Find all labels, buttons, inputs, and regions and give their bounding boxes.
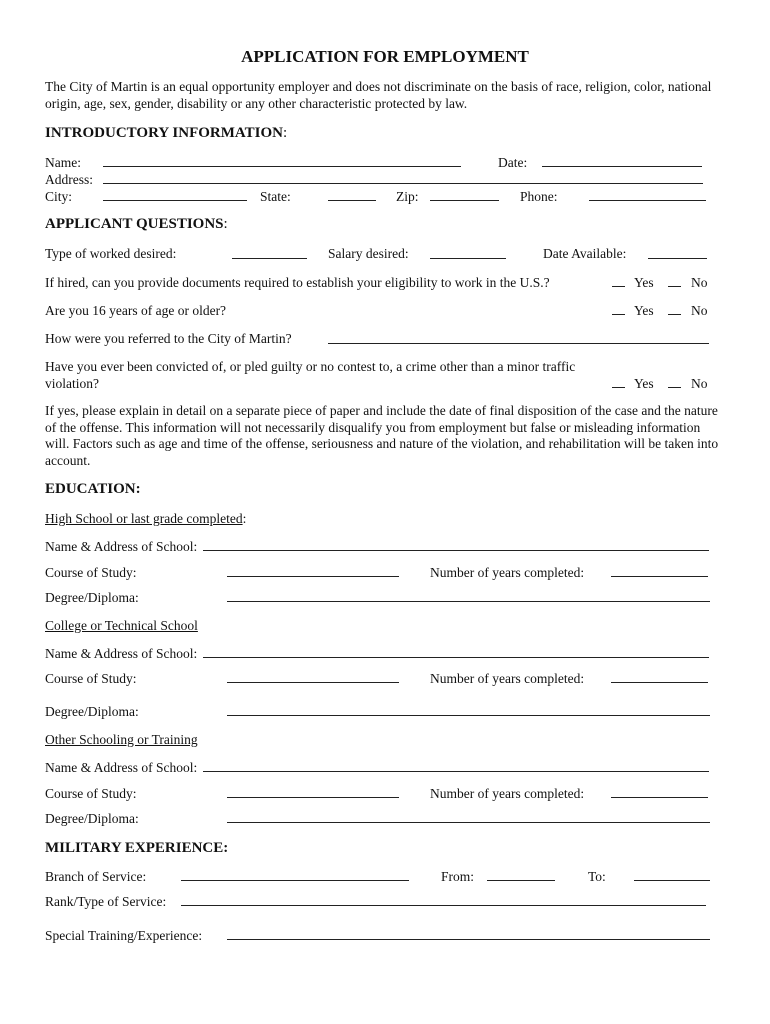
- referred-question: How were you referred to the City of Martin?: [45, 331, 292, 346]
- college-years-field[interactable]: [611, 682, 708, 683]
- convicted-yes-label: Yes: [634, 376, 654, 391]
- college-name-address-label: Name & Address of School:: [45, 646, 198, 661]
- rank-field[interactable]: [181, 905, 706, 906]
- city-field[interactable]: [103, 200, 247, 201]
- other-degree-label: Degree/Diploma:: [45, 811, 139, 826]
- special-training-label: Special Training/Experience:: [45, 928, 203, 943]
- age16-no-label: No: [691, 303, 708, 318]
- age16-question: Are you 16 years of age or older?: [45, 303, 227, 318]
- other-course-field[interactable]: [227, 797, 399, 798]
- documents-no-blank[interactable]: [668, 286, 681, 287]
- explain-paragraph: If yes, please explain in detail on a separate piece of paper and include the date of final disposition of the case and the nature of the offense. This information will not necessarily disqualify you from employment but false or misleading information will. Factors such as age and time of the offense, seriousness and nature of the violation, and rehabilitation will be taken into account.: [45, 403, 719, 468]
- hs-degree-field[interactable]: [227, 601, 710, 602]
- hs-degree-label: Degree/Diploma:: [45, 590, 139, 605]
- other-name-address-label: Name & Address of School:: [45, 760, 198, 775]
- hs-course-label: Course of Study:: [45, 565, 137, 580]
- college-years-label: Number of years completed:: [430, 671, 585, 686]
- salary-field[interactable]: [430, 258, 506, 259]
- special-training-field[interactable]: [227, 939, 710, 940]
- other-years-field[interactable]: [611, 797, 708, 798]
- city-label: City:: [45, 189, 73, 204]
- hs-name-address-field[interactable]: [203, 550, 709, 551]
- college-subheading: College or Technical School: [45, 618, 198, 633]
- zip-label: Zip:: [396, 189, 419, 204]
- high-school-subheading: High School or last grade completed:: [45, 511, 247, 526]
- documents-yes-label: Yes: [634, 275, 654, 290]
- age16-no-blank[interactable]: [668, 314, 681, 315]
- hs-name-address-label: Name & Address of School:: [45, 539, 198, 554]
- other-schooling-subheading: Other Schooling or Training: [45, 732, 198, 747]
- hs-years-label: Number of years completed:: [430, 565, 585, 580]
- college-degree-label: Degree/Diploma:: [45, 704, 139, 719]
- phone-label: Phone:: [520, 189, 558, 204]
- other-degree-field[interactable]: [227, 822, 710, 823]
- section-heading-introductory: INTRODUCTORY INFORMATION:: [45, 125, 288, 141]
- date-available-field[interactable]: [648, 258, 707, 259]
- intro-text: The City of Martin is an equal opportunity employer and does not discriminate on the basis of race, religion, color, national origin, age, sex, gender, disability or any other characteristic protected by law.: [45, 79, 712, 111]
- college-course-label: Course of Study:: [45, 671, 137, 686]
- convicted-no-blank[interactable]: [668, 387, 681, 388]
- hs-course-field[interactable]: [227, 576, 399, 577]
- section-heading-military: MILITARY EXPERIENCE:: [45, 840, 229, 856]
- to-field[interactable]: [634, 880, 710, 881]
- documents-no-label: No: [691, 275, 708, 290]
- state-field[interactable]: [328, 200, 376, 201]
- to-label: To:: [588, 869, 606, 884]
- convicted-question-line1: Have you ever been convicted of, or pled guilty or no contest to, a crime other than a minor traffic: [45, 359, 576, 374]
- branch-field[interactable]: [181, 880, 409, 881]
- date-field[interactable]: [542, 166, 702, 167]
- section-heading-education: EDUCATION:: [45, 481, 141, 497]
- convicted-no-label: No: [691, 376, 708, 391]
- date-available-label: Date Available:: [543, 246, 627, 261]
- referred-field[interactable]: [328, 343, 709, 344]
- college-course-field[interactable]: [227, 682, 399, 683]
- documents-yes-blank[interactable]: [612, 286, 625, 287]
- age16-yes-blank[interactable]: [612, 314, 625, 315]
- hs-years-field[interactable]: [611, 576, 708, 577]
- zip-field[interactable]: [430, 200, 499, 201]
- other-course-label: Course of Study:: [45, 786, 137, 801]
- address-field[interactable]: [103, 183, 703, 184]
- type-of-work-label: Type of worked desired:: [45, 246, 177, 261]
- form-title: APPLICATION FOR EMPLOYMENT: [241, 47, 529, 66]
- convicted-yes-blank[interactable]: [612, 387, 625, 388]
- name-field[interactable]: [103, 166, 461, 167]
- date-label: Date:: [498, 155, 528, 170]
- phone-field[interactable]: [589, 200, 706, 201]
- other-name-address-field[interactable]: [203, 771, 709, 772]
- age16-yes-label: Yes: [634, 303, 654, 318]
- address-label: Address:: [45, 172, 93, 187]
- salary-label: Salary desired:: [328, 246, 409, 261]
- rank-label: Rank/Type of Service:: [45, 894, 167, 909]
- section-heading-questions: APPLICANT QUESTIONS:: [45, 216, 228, 232]
- college-degree-field[interactable]: [227, 715, 710, 716]
- convicted-question-line2: violation?: [45, 376, 99, 391]
- state-label: State:: [260, 189, 291, 204]
- from-field[interactable]: [487, 880, 555, 881]
- from-label: From:: [441, 869, 475, 884]
- name-label: Name:: [45, 155, 81, 170]
- branch-label: Branch of Service:: [45, 869, 147, 884]
- type-of-work-field[interactable]: [232, 258, 307, 259]
- other-years-label: Number of years completed:: [430, 786, 585, 801]
- college-name-address-field[interactable]: [203, 657, 709, 658]
- documents-question: If hired, can you provide documents required to establish your eligibility to work in the U.S.?: [45, 275, 550, 290]
